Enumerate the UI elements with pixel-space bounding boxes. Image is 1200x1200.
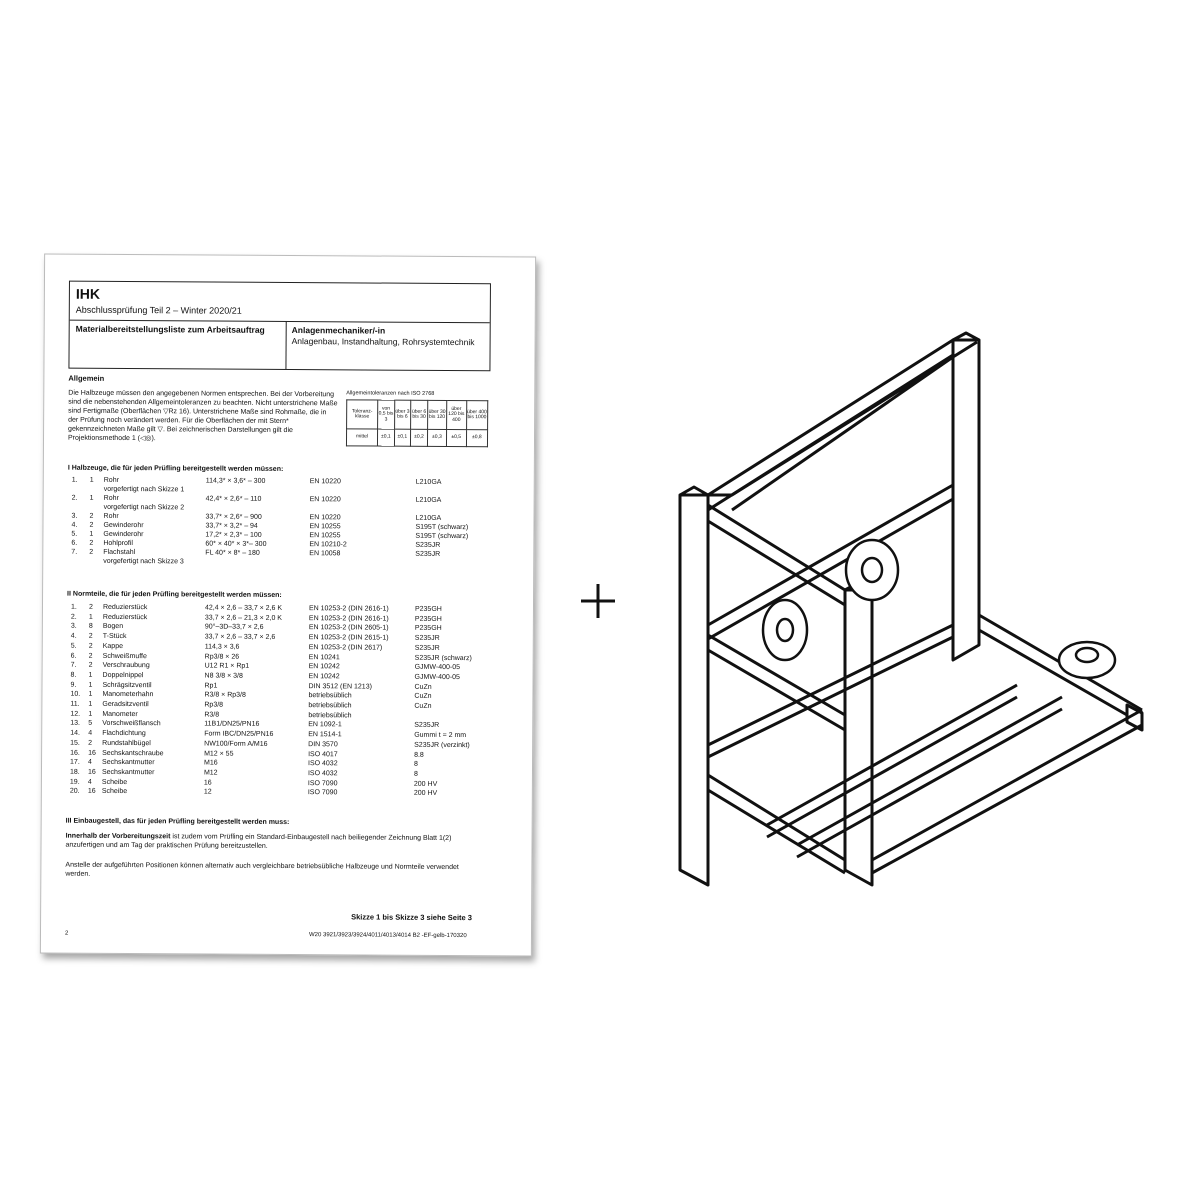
item-dimension: Rp3/8 × 26 bbox=[204, 652, 240, 661]
item-norm: DIN 3512 (EN 1213) bbox=[308, 682, 372, 691]
item-number: 16. bbox=[70, 749, 80, 757]
tolerance-range: über 400 bis 1000 bbox=[466, 401, 488, 430]
item-dimension: M12 bbox=[203, 769, 218, 777]
item-number: 1. bbox=[71, 476, 78, 484]
item-dimension: 33,7* × 3,2* – 94 bbox=[205, 522, 258, 530]
item-name: T-Stück bbox=[102, 632, 127, 641]
general-text: Die Halbzeuge müssen den angegebenen Normen entsprechen. Bei der Vorbereitung sind die nebenstehenden Allgemeintoleranzen zu beachten. Nicht unterstrichene Maße sind Fertigmaße (Oberflächen ▽Rz 16). Unterstrichene Maße sind Rohmaße, die in der Prüfung noch verändert werden. Für die Oberflächen der mit Stern* gekennzeichneten Maße gilt ▽. Bei zeichnerischen Darstellungen gilt die Projektionsmethode 1 (◁◎). bbox=[67, 389, 338, 443]
item-norm: ISO 4032 bbox=[308, 760, 338, 768]
tolerance-value: ±0,3 bbox=[427, 429, 446, 446]
item-material: S195T (schwarz) bbox=[415, 532, 469, 541]
item-material: S235JR bbox=[415, 541, 441, 549]
item-quantity: 2 bbox=[89, 521, 94, 529]
tolerance-range: über 120 bis 400 bbox=[446, 400, 466, 429]
tolerance-row-label: mittel bbox=[346, 429, 377, 446]
document-sheet bbox=[40, 254, 536, 957]
item-number: 13. bbox=[70, 720, 81, 728]
item-norm: ISO 4017 bbox=[308, 750, 338, 758]
frame-front-right-post bbox=[845, 590, 872, 885]
item-quantity: 1 bbox=[88, 613, 93, 621]
general-heading: Allgemein bbox=[68, 373, 105, 383]
frame-middle-rail bbox=[708, 485, 953, 639]
item-number: 2. bbox=[71, 494, 78, 502]
item-number: 17. bbox=[70, 758, 80, 766]
item-norm: betriebsüblich bbox=[308, 711, 352, 720]
item-name: Hohlprofil bbox=[103, 539, 133, 548]
section2-title: II Normteile, die für jeden Prüfling bereitgestellt werden müssen: bbox=[67, 590, 282, 599]
item-name: Manometerhahn bbox=[102, 691, 154, 699]
item-quantity: 2 bbox=[88, 632, 93, 640]
tolerance-value: ±0,8 bbox=[466, 430, 488, 447]
item-norm: betriebsüblich bbox=[308, 702, 352, 710]
item-dimension: 17,2* × 2,3* – 100 bbox=[205, 531, 262, 539]
item-norm: EN 10253-2 (DIN 2617) bbox=[308, 643, 383, 652]
item-material: S235JR (verzinkt) bbox=[414, 741, 470, 749]
item-material: P235GH bbox=[414, 615, 442, 623]
item-dimension: M16 bbox=[204, 759, 218, 767]
item-material: 200 HV bbox=[413, 780, 438, 788]
item-name: Reduzierstück bbox=[102, 603, 148, 612]
item-material: S235JR bbox=[415, 550, 441, 558]
tolerance-col-head: Toleranz-klasse bbox=[347, 400, 378, 429]
item-number: 15. bbox=[70, 739, 80, 747]
item-norm: EN 1514-1 bbox=[308, 731, 342, 739]
item-note: vorgefertigt nach Skizze 1 bbox=[103, 485, 185, 494]
item-quantity: 2 bbox=[89, 548, 94, 556]
tolerance-value: ±0,1 bbox=[377, 429, 394, 446]
item-name: Gewinderohr bbox=[103, 530, 144, 539]
item-number: 10. bbox=[70, 690, 81, 699]
item-norm: EN 10242 bbox=[308, 673, 340, 681]
item-number: 11. bbox=[70, 700, 80, 708]
item-material: L210GA bbox=[415, 514, 442, 522]
item-norm: ISO 7090 bbox=[307, 779, 338, 787]
item-quantity: 1 bbox=[88, 691, 93, 699]
footer-reference: Skizze 1 bis Skizze 3 siehe Seite 3 bbox=[351, 912, 473, 923]
tolerance-range: über 6 bis 30 bbox=[410, 400, 427, 429]
item-name: Scheibe bbox=[101, 778, 128, 786]
item-dimension: N8 3/8 × 3/8 bbox=[204, 672, 243, 680]
item-norm: DIN 3570 bbox=[308, 740, 338, 749]
item-number: 12. bbox=[70, 710, 81, 718]
item-name: Rundstahlbügel bbox=[102, 739, 151, 747]
item-material: S235JR bbox=[414, 722, 440, 730]
item-quantity: 2 bbox=[88, 661, 93, 669]
item-quantity: 16 bbox=[88, 749, 96, 757]
item-number: 6. bbox=[70, 652, 77, 660]
item-quantity: 1 bbox=[88, 671, 93, 679]
item-quantity: 16 bbox=[87, 768, 96, 776]
tolerance-range: über 30 bis 120 bbox=[428, 400, 447, 429]
item-norm: EN 10253-2 (DIN 2615-1) bbox=[308, 634, 389, 642]
item-material: GJMW-400-05 bbox=[414, 673, 460, 681]
item-quantity: 2 bbox=[88, 739, 93, 747]
exam-title: Abschlussprüfung Teil 2 – Winter 2020/21 bbox=[75, 304, 242, 316]
frame-left-bottom-rail bbox=[708, 625, 953, 757]
item-dimension: 90°–3D–33,7 × 2,6 bbox=[204, 623, 264, 632]
item-material: CuZn bbox=[414, 683, 432, 691]
item-number: 18. bbox=[69, 768, 80, 776]
item-norm: EN 10255 bbox=[309, 532, 341, 540]
item-name: Geradsitzventil bbox=[102, 700, 149, 709]
item-dimension: NW100/Form A/M16 bbox=[204, 740, 268, 748]
item-material: CuZn bbox=[414, 693, 432, 701]
item-norm: EN 10255 bbox=[309, 523, 341, 531]
document-code: W20 3921/3923/3924/4011/4013/4014 B2 -EF-gelb-170320 bbox=[308, 932, 467, 940]
section3-text bbox=[66, 832, 486, 853]
item-name: Rohr bbox=[103, 512, 119, 520]
item-dimension: Rp3/8 bbox=[204, 701, 224, 709]
item-dimension: 11B1/DN25/PN16 bbox=[204, 720, 260, 729]
item-quantity: 4 bbox=[88, 729, 93, 737]
item-norm: EN 10220 bbox=[309, 478, 341, 486]
profession-title: Anlagenmechaniker/-in bbox=[291, 325, 386, 336]
item-dimension: 12 bbox=[203, 788, 212, 796]
item-quantity: 1 bbox=[88, 710, 93, 718]
item-dimension: 16 bbox=[203, 779, 212, 787]
item-number: 9. bbox=[70, 681, 77, 689]
item-material: 8 bbox=[413, 770, 418, 778]
section3-title: III Einbaugestell, das für jeden Prüfling bereitgestellt werden muss: bbox=[65, 817, 290, 827]
item-quantity: 1 bbox=[89, 530, 94, 538]
item-quantity: 5 bbox=[88, 720, 93, 728]
item-name: Bogen bbox=[102, 623, 124, 631]
item-number: 1. bbox=[70, 603, 77, 611]
item-norm: EN 10242 bbox=[308, 663, 340, 671]
item-dimension: U12 R1 × Rp1 bbox=[204, 662, 250, 670]
item-name: Schrägsitzventil bbox=[102, 681, 152, 689]
header-box bbox=[68, 281, 491, 372]
frame-bottom-front-beam bbox=[708, 775, 845, 873]
item-name: Schweißmuffe bbox=[102, 652, 147, 660]
header-divider bbox=[70, 320, 490, 324]
item-norm: EN 1092-1 bbox=[308, 721, 342, 729]
section3-note: Anstelle der aufgeführten Positionen können alternativ auch vergleichbare betriebsübliche Halbzeuge und Normteile verwendet werden. bbox=[65, 861, 459, 878]
item-norm: EN 10253-2 (DIN 2605-1) bbox=[308, 624, 389, 633]
item-material: L210GA bbox=[415, 478, 442, 486]
header-column-divider bbox=[285, 321, 286, 369]
item-name: Verschraubung bbox=[102, 662, 150, 670]
mounting-frame-drawing bbox=[672, 325, 1152, 895]
item-norm: EN 10253-2 (DIN 2616-1) bbox=[308, 605, 389, 613]
page-number: 2 bbox=[64, 930, 69, 937]
item-norm: EN 10220 bbox=[309, 496, 341, 504]
item-name: Vorschweißflansch bbox=[102, 720, 161, 728]
frame-top-side-beam bbox=[708, 505, 845, 605]
item-norm: EN 10058 bbox=[309, 550, 341, 558]
item-quantity: 1 bbox=[88, 700, 93, 708]
item-name: Scheibe bbox=[101, 788, 128, 796]
item-quantity: 1 bbox=[89, 494, 94, 502]
item-name: Kappe bbox=[102, 642, 124, 650]
item-material: S235JR bbox=[414, 634, 440, 643]
item-dimension: 42,4 × 2,6 – 33,7 × 2,6 K bbox=[204, 604, 283, 612]
tolerance-title: Allgemeintoleranzen nach ISO 2768 bbox=[346, 390, 435, 397]
item-quantity: 2 bbox=[89, 539, 94, 547]
item-quantity: 16 bbox=[87, 788, 96, 796]
plus-icon bbox=[579, 582, 617, 620]
item-dimension: M12 × 55 bbox=[204, 749, 234, 758]
item-dimension: 114,3* × 3,6* – 300 bbox=[205, 477, 266, 485]
item-material: Gummi t = 2 mm bbox=[414, 731, 467, 740]
item-number: 4. bbox=[70, 632, 77, 640]
item-name: Sechskantschraube bbox=[102, 749, 164, 757]
frame-top-beam bbox=[708, 342, 977, 510]
item-number: 14. bbox=[70, 729, 80, 737]
item-material: 8.8 bbox=[414, 751, 424, 759]
item-note: vorgefertigt nach Skizze 2 bbox=[103, 503, 185, 512]
item-material: CuZn bbox=[414, 702, 432, 710]
item-material: L210GA bbox=[415, 496, 442, 504]
item-quantity: 8 bbox=[88, 623, 93, 631]
section3-text1: ist zudem vom Prüfling ein Standard-Einbaugestell nach beiliegender Zeichnung Blatt 1(2) anzufertigen und am Tag der praktischen Prüfung bereitzustellen. bbox=[65, 833, 452, 850]
item-norm: EN 10210-2 bbox=[309, 541, 347, 549]
item-dimension: 60* × 40* × 3*– 300 bbox=[205, 540, 267, 548]
item-dimension: 33,7* × 2,6* – 900 bbox=[205, 513, 262, 521]
item-quantity: 2 bbox=[88, 642, 93, 650]
item-name: Gewinderohr bbox=[103, 521, 144, 530]
item-quantity: 2 bbox=[89, 512, 94, 520]
item-quantity: 2 bbox=[88, 652, 93, 660]
item-dimension: 33,7 × 2,6 – 21,3 × 2,0 K bbox=[204, 614, 283, 622]
tolerance-table bbox=[346, 399, 488, 447]
tolerance-value: ±0,2 bbox=[410, 429, 427, 446]
item-quantity: 4 bbox=[87, 778, 92, 786]
item-note: vorgefertigt nach Skizze 3 bbox=[103, 557, 184, 566]
item-material: P235GH bbox=[414, 605, 442, 613]
item-norm: EN 10253-2 (DIN 2616-1) bbox=[308, 614, 389, 623]
item-name: Sechskantmutter bbox=[101, 768, 155, 777]
org-logo-text: IHK bbox=[75, 285, 101, 302]
document-title: Materialbereitstellungsliste zum Arbeitsauftrag bbox=[75, 323, 265, 335]
item-name: Sechskantmutter bbox=[102, 759, 155, 767]
item-norm: EN 10220 bbox=[309, 514, 341, 522]
item-dimension: FL 40* × 8* – 180 bbox=[205, 549, 260, 557]
tolerance-value: ±0,1 bbox=[394, 429, 410, 446]
item-dimension: 114,3 × 3,6 bbox=[204, 643, 240, 651]
item-dimension: R3/8 bbox=[204, 711, 220, 719]
item-number: 3. bbox=[71, 512, 78, 520]
item-number: 5. bbox=[71, 530, 78, 538]
item-norm: ISO 4032 bbox=[307, 770, 338, 778]
item-material: S235JR bbox=[414, 644, 440, 652]
item-number: 3. bbox=[70, 623, 77, 631]
item-dimension: 42,4* × 2,6* – 110 bbox=[205, 495, 262, 503]
item-name: Flachdichtung bbox=[102, 729, 146, 738]
item-material: 200 HV bbox=[413, 790, 438, 798]
item-name: Rohr bbox=[103, 494, 119, 502]
section1-list bbox=[45, 255, 535, 258]
item-material: GJMW-400-05 bbox=[414, 663, 461, 672]
frame-back-post bbox=[953, 340, 979, 660]
item-material: S195T (schwarz) bbox=[415, 523, 469, 532]
item-norm: EN 10241 bbox=[308, 653, 340, 661]
item-number: 8. bbox=[70, 671, 77, 679]
item-number: 7. bbox=[71, 548, 78, 556]
item-name: Doppelnippel bbox=[102, 671, 144, 680]
item-quantity: 2 bbox=[88, 603, 93, 611]
item-number: 6. bbox=[71, 539, 78, 547]
section2-list bbox=[45, 255, 535, 258]
section1-title: I Halbzeuge, die für jeden Prüfling bereitgestellt werden müssen: bbox=[67, 464, 284, 473]
item-number: 5. bbox=[70, 642, 77, 650]
item-number: 2. bbox=[70, 613, 77, 621]
item-number: 19. bbox=[69, 778, 80, 786]
section3-bold: Innerhalb der Vorbereitungszeit bbox=[65, 832, 171, 841]
item-name: Manometer bbox=[102, 710, 138, 718]
item-dimension: Rp1 bbox=[204, 682, 218, 690]
item-dimension: Form IBC/DN25/PN16 bbox=[204, 730, 274, 739]
item-dimension: 33,7 × 2,6 – 33,7 × 2,6 bbox=[204, 633, 276, 642]
tolerance-value: ±0,5 bbox=[446, 429, 466, 446]
tolerance-range: über 3 bis 6 bbox=[394, 400, 410, 429]
tolerance-range: von 0,5 bis 3 bbox=[378, 400, 395, 429]
item-number: 7. bbox=[70, 661, 77, 669]
item-material: S235JR (schwarz) bbox=[414, 654, 472, 662]
item-name: Reduzierstück bbox=[102, 613, 148, 621]
item-quantity: 1 bbox=[89, 476, 94, 484]
item-quantity: 1 bbox=[88, 681, 93, 689]
item-material: P235GH bbox=[414, 625, 442, 633]
item-norm: betriebsüblich bbox=[308, 692, 352, 700]
item-number: 20. bbox=[69, 787, 80, 796]
item-quantity: 4 bbox=[88, 758, 92, 766]
profession-subtitle: Anlagenbau, Instandhaltung, Rohrsystemtechnik bbox=[291, 336, 475, 348]
item-name: Flachstahl bbox=[103, 548, 136, 557]
item-material: 8 bbox=[414, 760, 418, 768]
item-number: 4. bbox=[71, 521, 78, 529]
item-dimension: R3/8 × Rp3/8 bbox=[204, 691, 246, 700]
frame-front-left-post bbox=[680, 495, 708, 885]
item-norm: ISO 7090 bbox=[307, 789, 338, 797]
item-name: Rohr bbox=[103, 476, 119, 484]
